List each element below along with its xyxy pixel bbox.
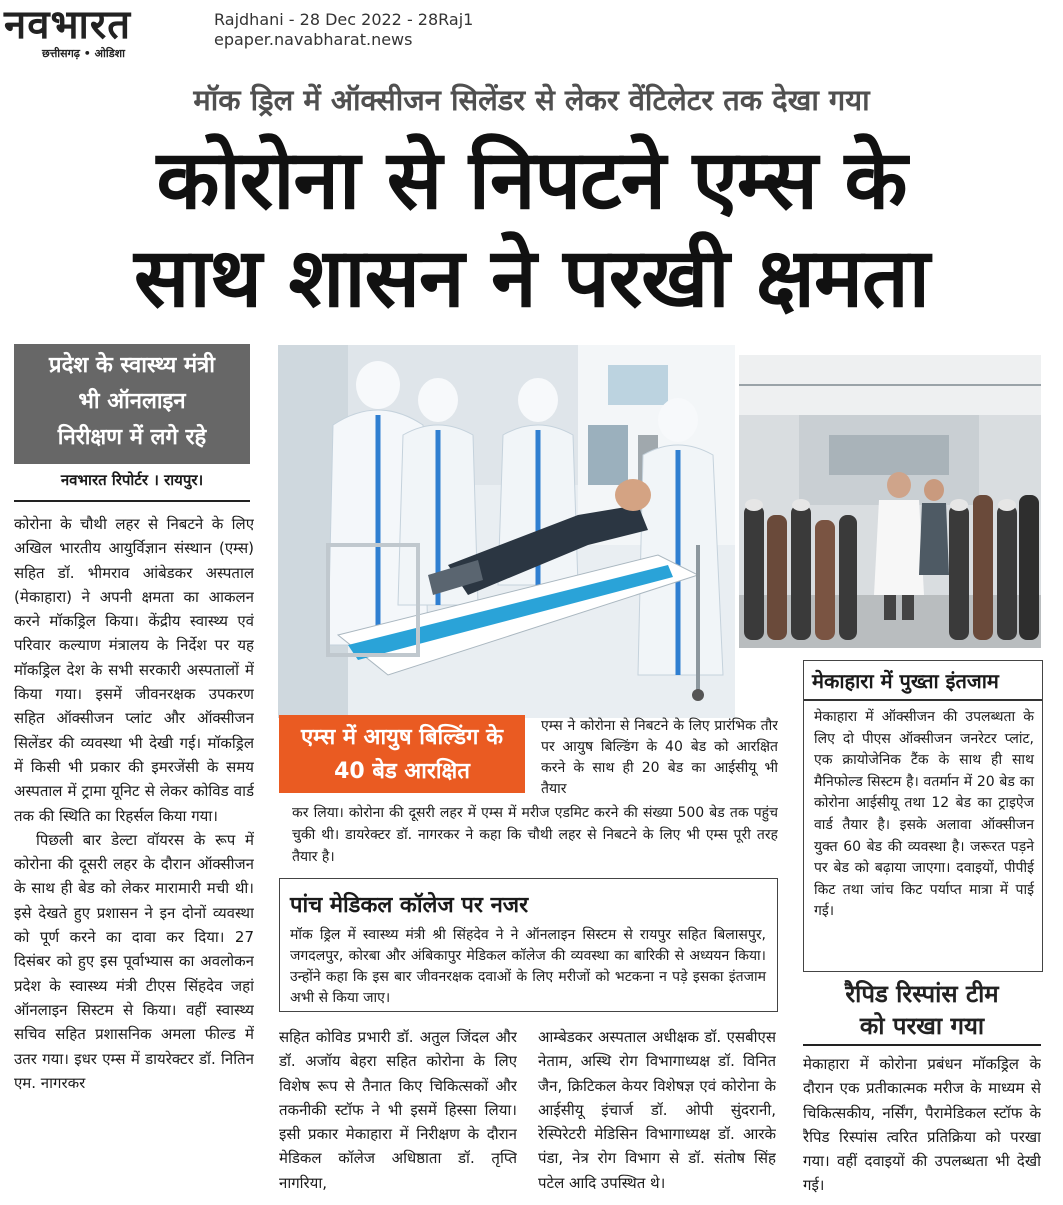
rapid-heading-line-2: को परखा गया xyxy=(859,1012,985,1040)
aiims-title-line-1: एम्स में आयुष बिल्डिंग के xyxy=(301,725,503,750)
colleges-box-text: मॉक ड्रिल में स्वास्थ्य मंत्री श्री सिंहदेव ने ने ऑनलाइन सिस्टम से रायपुर सहित बिलासपुर, जगदलपुर, कोरबा और अंबिकापुर मेडिकल कॉलेज की व्यवस्था का बारिकी से अध्ययन किया। उन्होंने कहा कि इस बार जीवनरक्षक दवाओं के लिए मरीजों को भटकना न पड़े इसका इंतजाम अभी से किया जाए। xyxy=(290,927,766,1006)
byline-rule xyxy=(14,500,250,502)
medical-colleges-box xyxy=(279,878,778,1012)
rapid-response-heading xyxy=(803,978,1041,1042)
newspaper-logo: नवभारत xyxy=(4,1,132,48)
aiims-box-text-top: एम्स ने कोरोना से निबटने के लिए प्रारंभिक तौर पर आयुष बिल्डिंग के 40 बेड को आरक्षित करने के साथ ही 20 बेड का आईसीयू भी तैयार xyxy=(541,718,778,797)
headline xyxy=(0,132,1063,328)
headline-line-1: कोरोना से निपटने एम्स के xyxy=(156,133,907,228)
aiims-box-text-bottom: कर लिया। कोरोना की दूसरी लहर में एम्स में मरीज एडमिट करने की संख्या 500 बेड तक पहुंच चुकी थी। डायरेक्टर डॉ. नागरकर ने कहा कि चौथी लहर से निबटने के लिए भी एम्स पूरी तरह तैयार है। xyxy=(292,805,778,865)
subheadline-box xyxy=(14,344,250,464)
region-label: छत्तीसगढ़ • ओडिशा xyxy=(42,47,125,60)
byline: नवभारत रिपोर्टर । रायपुर। xyxy=(60,471,204,489)
rapid-heading-rule xyxy=(803,1044,1041,1046)
mekahara-title-rule xyxy=(804,699,1042,701)
aiims-title-line-2: 40 बेड आरक्षित xyxy=(334,759,470,784)
subheadline-line-3: निरीक्षण में लगे रहे xyxy=(57,425,207,450)
mekahara-box-text: मेकाहारा में ऑक्सीजन की उपलब्धता के लिए दो पीएस ऑक्सीजन जनरेटर प्लांट, एक क्रायोजेनिक टैंक के साथ ही साथ मैनिफोल्ड सिस्टम है। वतर्मान में 20 बेड का कोरोना आईसीयू तथा 12 बेड का ट्राइऐज वार्ड तैयार है। इसके अलावा ऑक्सीजन युक्त 60 बेड की व्यवस्था है। जरूरत पड़ने पर बेड को बढ़ाया जाएगा। दवाइयों, पीपीई किट तथा जांच किट पर्याप्त मात्रा में पाई गई। xyxy=(814,709,1034,920)
article-column-1 xyxy=(14,512,254,1202)
photo-cylinder-room-illustration xyxy=(739,355,1041,648)
rapid-heading-line-1: रैपिड रिस्पांस टीम xyxy=(845,980,999,1008)
kicker: मॉक ड्रिल में ऑक्सीजन सिलेंडर से लेकर वेंटिलेटर तक देखा गया xyxy=(193,83,870,117)
rapid-response-text: मेकाहारा में कोरोना प्रबंधन मॉकड्रिल के दौरान एक प्रतीकात्मक मरीज के माध्यम से चिकित्सकीय, नर्सिंग, पैरामेडिकल स्टॉफ के रैपिड रिस्पांस त्वरित प्रतिक्रिया को परखा गया। वहीं दवाइयों की उपलब्धता भी देखी गई। xyxy=(803,1055,1041,1195)
photo-icu-illustration xyxy=(278,345,735,718)
aiims-box-title xyxy=(279,715,525,793)
colleges-box-title: पांच मेडिकल कॉलेज पर नजर xyxy=(290,893,529,918)
mekahara-box xyxy=(803,660,1043,972)
article-column-2: सहित कोविड प्रभारी डॉ. अतुल जिंदल और डॉ. अजॉय बेहरा सहित कोरोना के लिए विशेष रूप से तैनात किए चिकित्सकों और तकनीकी स्टॉफ ने भी इसमें हिस्सा लिया। इसी प्रकार मेकाहारा में निरीक्षण के दौरान मेडिकल कॉलेज अधिष्ठाता डॉ. तृप्ति नागरिया, xyxy=(279,1028,517,1192)
photo-oxygen-cylinders xyxy=(739,355,1041,648)
mekahara-box-title: मेकाहारा में पुख्ता इंतजाम xyxy=(812,669,999,693)
article-column-3: आम्बेडकर अस्पताल अधीक्षक डॉ. एसबीएस नेताम, अस्थि रोग विभागाध्यक्ष डॉ. विनित जैन, क्रिटिकल केयर विशेषज्ञ एवं कोरोना के आईसीयू इंचार्ज डॉ. ओपी सुंदरानी, रेस्पिरेटरी मेडिसिन विभागाध्यक्ष डॉ. आरके पंडा, नेत्र रोग विभाग से डॉ. संतोष सिंह पटेल आदि उपस्थित थे। xyxy=(538,1028,776,1192)
subheadline-line-1: प्रदेश के स्वास्थ्य मंत्री xyxy=(49,353,215,378)
subheadline-line-2: भी ऑनलाइन xyxy=(78,389,186,414)
edition-info xyxy=(214,10,473,50)
paragraph-2: पिछली बार डेल्टा वॉयरस के रूप में कोरोना की दूसरी लहर के दौरान ऑक्सीजन के साथ ही बेड को लेकर मारामारी मची थी। इसे देखते हुए प्रशासन ने इन दोनों व्यवस्था को पूर्ण करने का दावा कर दिया। 27 दिसंबर को हुए इस पूर्वाभ्यास का अवलोकन प्रदेश के स्वास्थ्य मंत्री टीएस सिंहदेव जहां ऑनलाइन सिस्टम से किया। वहीं स्वास्थ्य सचिव सहित प्रशासनिक अमला फील्ड में उतर गया। इधर एम्स में डायरेक्टर डॉ. नितिन एम. नागरकर xyxy=(14,830,254,1092)
paragraph-1: कोरोना के चौथी लहर से निबटने के लिए अखिल भारतीय आयुर्विज्ञान संस्थान (एम्स) सहित डॉ. भीमराव आंबेडकर अस्पताल (मेकाहारा) ने अपनी क्षमता का आकलन करने मॉकड्रिल किया। केंद्रीय स्वास्थ्य एवं परिवार कल्याण मंत्रालय के निर्देश पर यह मॉकड्रिल देश के सभी सरकारी अस्पतालों में किया गया। इसमें जीवनरक्षक उपकरण सहित ऑक्सीजन प्लांट और ऑक्सीजन सिलेंडर की व्यवस्था भी देखी गई। मॉकड्रिल में किसी भी प्रकार की इमरजेंसी के समय अस्पताल में ट्रामा यूनिट से लेकर कोविड वार्ड तक की स्थिति का रिहर्सल किया गया। xyxy=(14,515,254,825)
photo-icu-mockdrill xyxy=(278,345,735,718)
headline-line-2: साथ शासन ने परखी क्षमता xyxy=(134,231,929,326)
masthead xyxy=(4,1,194,64)
edition-url[interactable]: epaper.navabharat.news xyxy=(214,30,413,49)
edition-date: Rajdhani - 28 Dec 2022 - 28Raj1 xyxy=(214,10,474,29)
